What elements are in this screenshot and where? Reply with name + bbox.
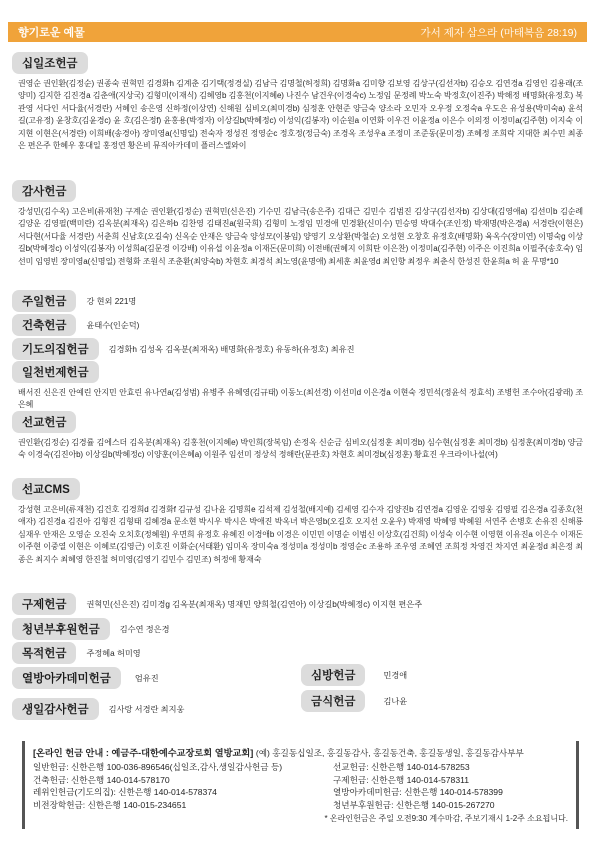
- section-label: 주일헌금: [12, 290, 76, 312]
- section-label: 생일감사헌금: [12, 698, 99, 720]
- donor-list: 주정혜a 허미영: [86, 648, 141, 658]
- donor-list: 권혁민(신은진) 김미경g 김옥분(최재옥) 명재민 양희철(김연아) 이상길b(박혜정c) 이지현 편은주: [86, 599, 423, 609]
- section-sunday: [12, 290, 587, 312]
- section-prayer-house: [12, 338, 587, 360]
- notice-example: (예) 홍길동십일조, 홍길동감사, 홍길동건축, 홍길동생일, 홍길동감사부부: [255, 748, 524, 758]
- section-label: 기도의집헌금: [12, 338, 99, 360]
- donor-list: 김나윤: [383, 696, 408, 706]
- account-line: 구제헌금: 신한은행 140-014-578311: [333, 774, 470, 785]
- donor-list: 윤태수(인순덕): [86, 320, 140, 330]
- donor-list: 권영순 권인환(김정순) 권종숙 권혁민 김경화h 김계춘 김기택(정경실) 김남극 김명철(허정희) 김명화a 김미향 김보영 김상구(김선자b) 김승오 김연경a 김영인 김용래(조양미) 김지한 김진경a 김춘애(지상국) 김형미(이재식) 김혜영b 김홍천(이지혜e) 나진수 남건우(이경숙c) 노정임 문정례 박노숙 박정호(이진주) 박해정 배명화(유정호) 복관영 서다인 서다율(서경란) 서혜인 송은영 신하정(이상연) 신해원 심비오(최미경b) 심정훈 안현준 양금숙 양소라 오민자 오우정 오정숙a 우도은 유성용(박미숙a) 윤석길(고유정) 윤창호(김윤경c) 윤 호(김은정f) 윤홍용(박정자) 이상길b(박혜정c) 이성익(김봉자) 이순원a 이연화 이우건 이윤정a 이은수 이의정 이정미a(김주현) 이지숙 이지현 이현은(서경란) 이희배(송경아) 장미영a(신명일) 전숙자 정성진 정영순c 정호정(정금숙) 조경옥 조성우a 조정미 조준동(문미경) 조혜정 조희락 지대한 최수민 최종은 편은주 한혜우 홍대일 홍정연 황은비 뮤직아카데미 플러스엘와이: [18, 79, 583, 151]
- account-line: 열방아카데미헌금: 신한은행 140-014-578399: [333, 787, 503, 798]
- donor-list: 배서진 신은진 안예린 안지민 안효린 유나연a(김성범) 유병주 유혜영(김규태) 이동노(최선경) 이선미d 이은경a 이현숙 정민석(정윤석 정효석) 조병헌 조수아(김광래) 조은혜: [18, 388, 583, 410]
- account-columns: [33, 761, 568, 811]
- donor-list: 강성민(김수옥) 고은비(류재천) 구계순 권인환(김정순) 권혁민(신은진) 기수민 김남극(송은주) 김대근 김민수 김범진 김상구(김선자b) 김상대(김영애a) 김선미b 김순례 김양운 김영필(백미란) 김옥분(최재옥) 김은하b 김찬영 김태진a(원국희) 김형미 노정임 민경애 민경환(신미수) 민승영 박대수(조인정) 박재명(박은경a) 서경란(이현은) 서다현(서다율 서경란) 서춘희 신남호(오길숙) 신옥순 안재은 양금숙 양성모(이봉임) 양영기 오상환(박철순) 오성현 오창호 유정호(배명화) 육옥수(장미연) 이명숙g 이상길b(박혜정c) 이성익(김봉자) 이성희a(김문경 이강배) 이유섭 이윤정a 이재돈(문미희) 이전배(권혜지 이희탄 이은찬) 이정미a(김주현) 이주은 이진희a 이필주(송호숙) 임선미 임영빈 장미영a(신명일) 전형화 조원식 조춘환(최양숙b) 차현호 최경석 최노영(윤명애) 최세훈 최윤영d 최인향 최정우 최춘식 한성진 한윤희a 허 윤 무명*10: [18, 207, 583, 266]
- account-line: 일반헌금: 신한은행 100-036-896546(십일조,감사,생일감사헌금 등): [33, 762, 283, 772]
- section-youth-support: [12, 618, 587, 640]
- section-fasting: [301, 690, 587, 712]
- section-visitation: [301, 664, 587, 686]
- section-mission: [12, 411, 587, 462]
- section-label: 선교CMS: [12, 478, 80, 500]
- donor-list: 강 현외 221명: [86, 296, 137, 306]
- section-building: [12, 314, 587, 336]
- account-line: 레위인헌금(기도의집): 신한은행 140-014-578374: [33, 787, 217, 798]
- donor-list: 강성현 고은비(류재천) 김건호 김경희d 김경화f 김규성 김나윤 김명희e 김석제 김성철(배지예) 김세영 김수자 김양진b 김연경a 김영운 김영웅 김영필 김은경a 김종호(천애자) 김진경a 김진아 김형진 김형태 김혜경a 문소현 박시우 박시은 박애진 박옥녀 박은영b(오길호 오지선 오윤우) 박재영 박혜영 박혜원 서연주 손병호 손유진 신해룡 심재우 안재은 오영순 오진숙 오치호(정혜원) 우면희 유정호 유혜진 이경애b 이경은 이민민 이명순 이범신 이상호(김건희) 이성숙 이수현 이영현 이유진a 이은수 이재돈 이주현 이중열 이현은 이혜로(김영근) 이호진 이화순(서태환) 임미옥 장미숙a 정성미a 정성미b 정영순c 조용하 조우영 조혜연 조희정 차영건 차지연 최윤정d 최은정 최종은 최지수 최혜영 한진철 허미영(김영기 김민수 김민조) 허정애 황재숙: [18, 505, 583, 564]
- section-label: 감사헌금: [12, 180, 76, 202]
- section-label: 심방헌금: [301, 664, 365, 686]
- section-label: 열방아카데미헌금: [12, 667, 121, 689]
- account-line: 건축헌금: 신한은행 140-014-578170: [33, 774, 170, 785]
- account-column-right: [333, 761, 503, 811]
- donor-list: 엄유진: [134, 673, 159, 683]
- section-thousand-offering: [12, 361, 587, 412]
- section-label: 목적헌금: [12, 642, 76, 664]
- section-mission-cms: [12, 478, 587, 566]
- section-birthday: [12, 698, 282, 720]
- donor-list: 민경애: [383, 670, 408, 680]
- online-offering-notice: [22, 741, 579, 829]
- section-label: 선교헌금: [12, 411, 76, 433]
- section-label: 금식헌금: [301, 690, 365, 712]
- section-label: 십일조헌금: [12, 52, 88, 74]
- section-thanksgiving: [12, 180, 587, 268]
- notice-title: [33, 745, 568, 759]
- page-title: 향기로운 예물: [18, 27, 85, 39]
- section-label: 청년부후원헌금: [12, 618, 110, 640]
- section-academy: [12, 667, 282, 689]
- donor-list: 김수연 정은경: [119, 624, 170, 634]
- donor-list: 권인환(김정순) 김경률 김에스더 김옥분(최재옥) 김홍천(이지혜e) 박인희(장복임) 손정옥 신순금 심비오(심정훈 최미경b) 심수현(심정훈 최미경b) 심정훈(최미경b) 양금숙 이경숙(김진아b) 이상길b(박혜정c) 이양훈(이은혜a) 이원주 임선미 정상석 정해란(문관호) 차현호 최미경b(심정훈) 황효진 우크라이나설(여): [18, 438, 583, 460]
- donor-list: 김사랑 서경란 최지웅: [108, 704, 185, 714]
- account-line: 청년부후원헌금: 신한은행 140-015-267270: [333, 799, 495, 810]
- notice-footnote: * 온라인헌금은 주일 오전9:30 계수마감, 주보기재시 1-2주 소요됩니다.: [324, 814, 568, 824]
- donor-list: 김경화h 김성옥 김옥분(최재옥) 배명화(유정호) 유동하(유정호) 최유진: [108, 344, 355, 354]
- header-bar: [8, 22, 587, 42]
- bible-verse: 가서 제자 삼으라 (마태복음 28:19): [420, 26, 577, 39]
- section-relief: [12, 593, 587, 615]
- section-tithe: [12, 52, 587, 152]
- section-label: 건축헌금: [12, 314, 76, 336]
- notice-heading: [온라인 헌금 안내 : 예금주-대한예수교장로회 열방교회]: [33, 748, 254, 758]
- section-label: 일천번제헌금: [12, 361, 99, 383]
- account-line: 선교헌금: 신한은행 140-014-578253: [333, 762, 470, 772]
- account-column-left: [33, 761, 333, 811]
- section-purpose: [12, 642, 587, 664]
- account-line: 비전장학헌금: 신한은행 140-015-234651: [33, 799, 187, 810]
- section-label: 구제헌금: [12, 593, 76, 615]
